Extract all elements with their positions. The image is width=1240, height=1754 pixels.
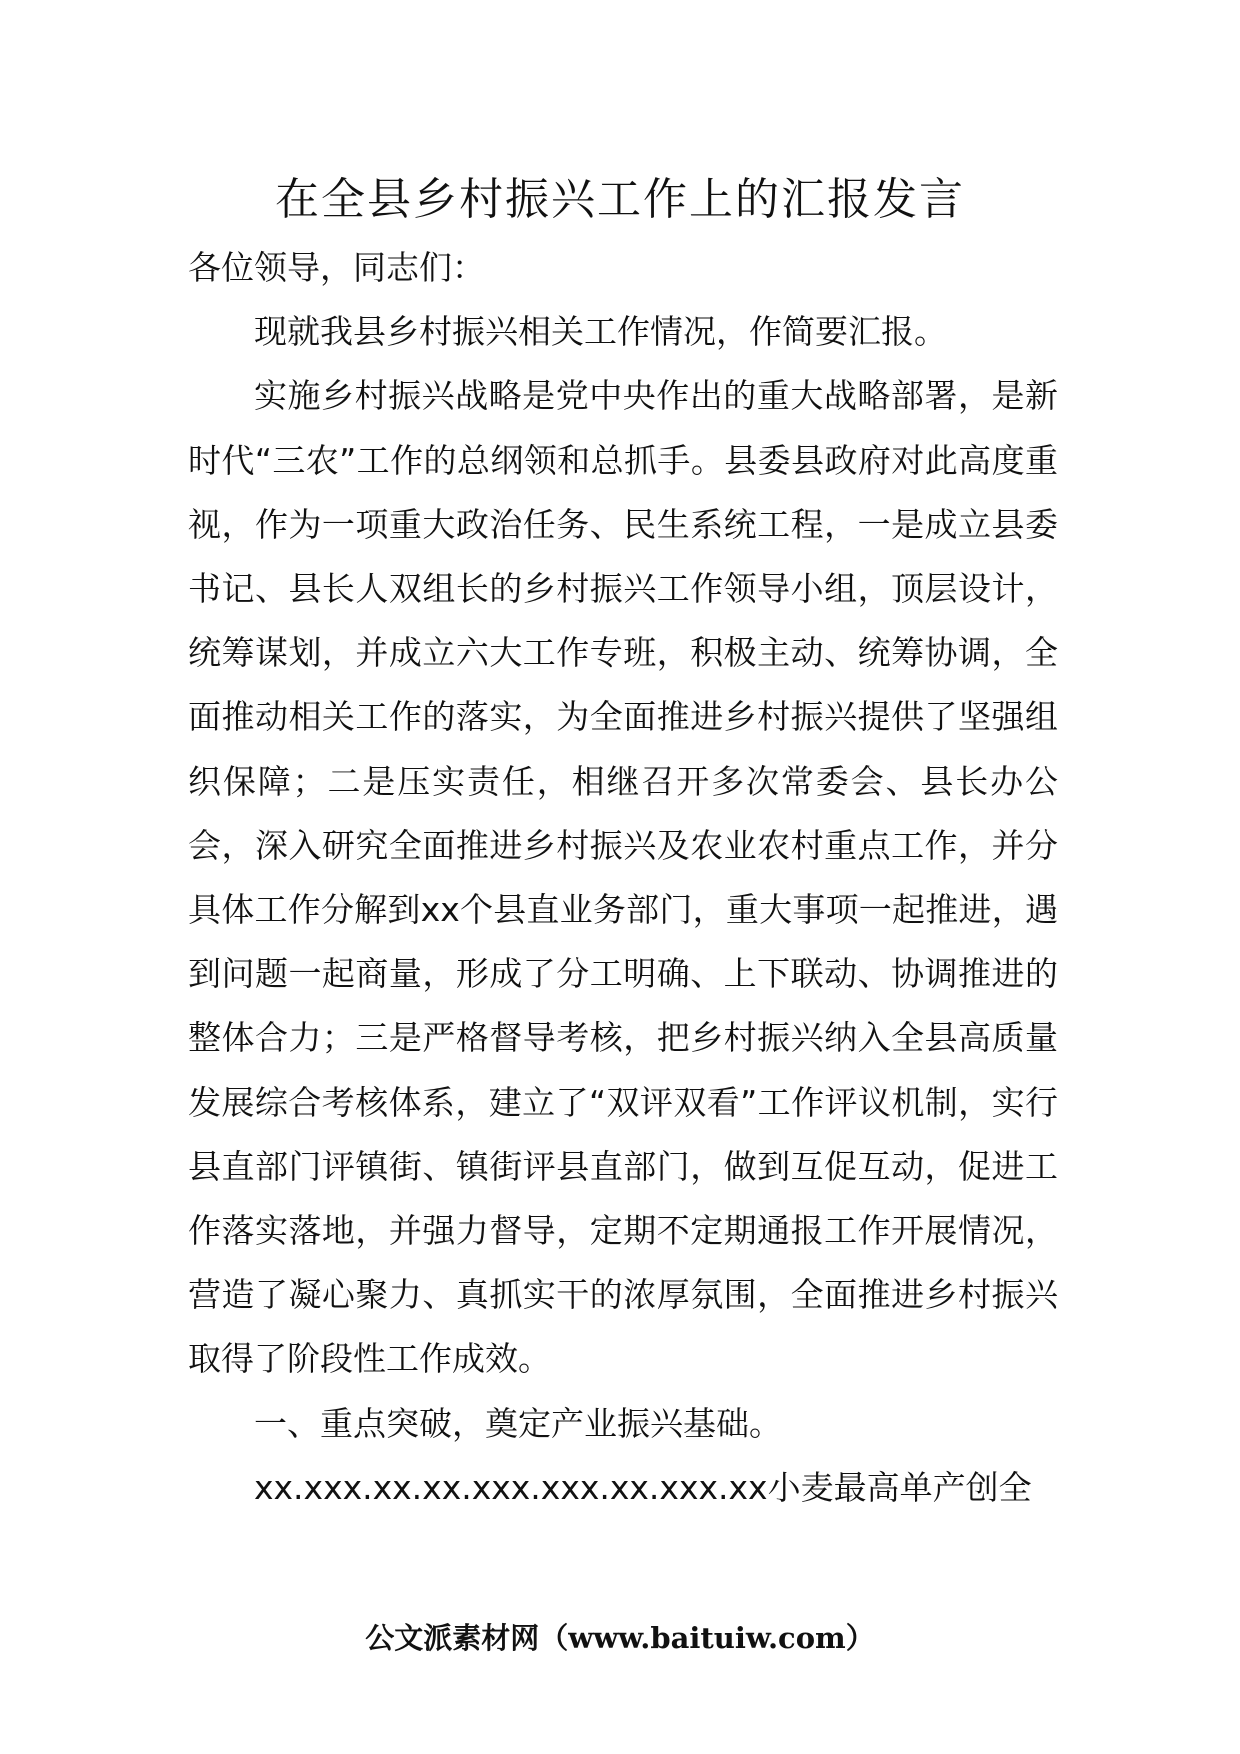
document-body — [188, 236, 1058, 1520]
footer-watermark: 公文派素材网（www.baituiw.com） — [365, 1621, 875, 1655]
paragraph-intro: 现就我县乡村振兴相关工作情况，作简要汇报。 — [254, 312, 947, 352]
document-title: 在全县乡村振兴工作上的汇报发言 — [275, 174, 965, 225]
section-heading: 一、重点突破，奠定产业振兴基础。 — [254, 1403, 782, 1443]
paragraph-overview: 实施乡村振兴战略是党中央作出的重大战略部署，是新时代“三农”工作的总纲领和总抓手。县委县政府对此高度重视，作为一项重大政治任务、民生系统工程，一是成立县委书记、县长人双组长的乡村振兴工作领导小组，顶层设计，统筹谋划，并成立六大工作专班，积极主动、统筹协调，全面推动相关工作的落实，为全面推进乡村振兴提供了坚强组织保障；二是压实责任，相继召开多次常委会、县长办公会，深入研究全面推进乡村振兴及农业农村重点工作，并分具体工作分解到xx个县直业务部门，重大事项一起推进，遇到问题一起商量，形成了分工明确、上下联动、协调推进的整体合力；三是严格督导考核，把乡村振兴纳入全县高质量发展综合考核体系，建立了“双评双看”工作评议机制，实行县直部门评镇街、镇街评县直部门，做到互促互动，促进工作落实落地，并强力督导，定期不定期通报工作开展情况，营造了凝心聚力、真抓实干的浓厚氛围，全面推进乡村振兴取得了阶段性工作成效。 — [188, 376, 1058, 1379]
salutation: 各位领导，同志们： — [188, 248, 485, 287]
paragraph-continued: xx.xxx.xx.xx.xxx.xxx.xx.xxx.xx小麦最高单产创全 — [254, 1467, 1032, 1507]
